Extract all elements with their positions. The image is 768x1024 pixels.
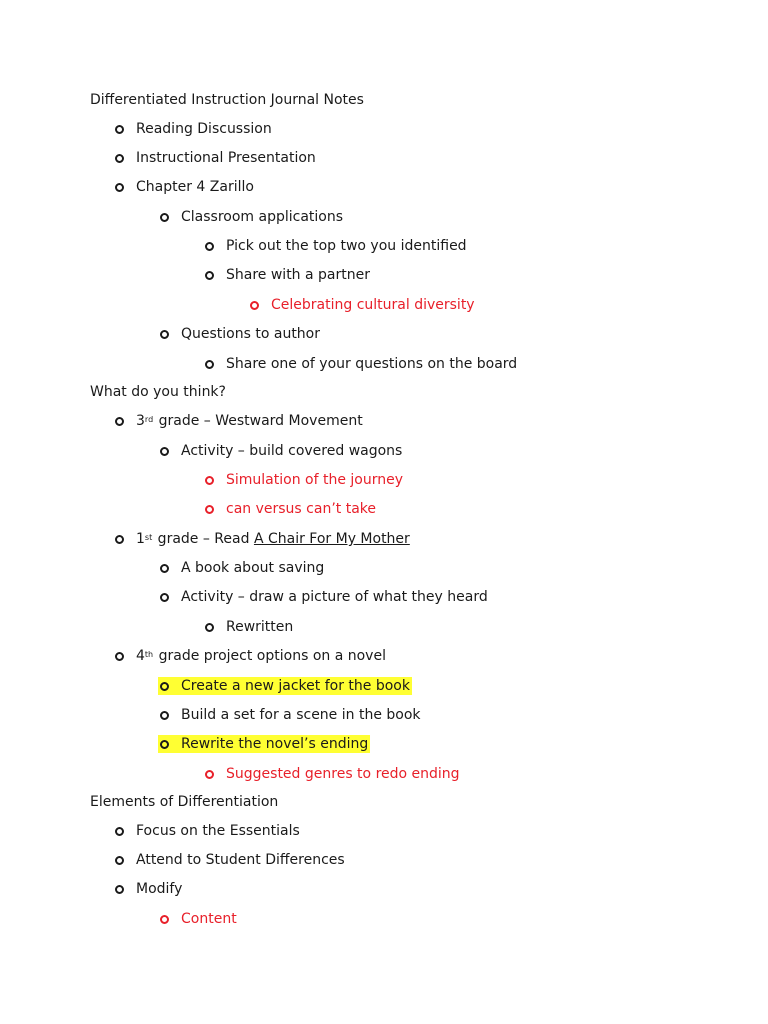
circle-bullet-icon xyxy=(115,827,124,836)
heading-elements-of-differentiation: Elements of Differentiation xyxy=(90,794,279,810)
circle-bullet-icon xyxy=(250,301,259,310)
circle-bullet-icon xyxy=(115,535,124,544)
highlighted-list-item: Rewrite the novel’s ending xyxy=(158,735,370,753)
list-item: Reading Discussion xyxy=(115,120,272,138)
circle-bullet-icon xyxy=(205,623,214,632)
circle-bullet-icon xyxy=(115,885,124,894)
circle-bullet-icon xyxy=(115,183,124,192)
circle-bullet-icon xyxy=(160,915,169,924)
circle-bullet-icon xyxy=(115,417,124,426)
list-item: Focus on the Essentials xyxy=(115,822,300,840)
circle-bullet-icon xyxy=(160,213,169,222)
list-item: Share one of your questions on the board xyxy=(205,355,517,373)
circle-bullet-icon xyxy=(115,154,124,163)
circle-bullet-icon xyxy=(160,593,169,602)
list-item: Chapter 4 Zarillo xyxy=(115,178,254,196)
list-item: Classroom applications xyxy=(160,208,343,226)
list-item: Rewritten xyxy=(205,618,293,636)
circle-bullet-icon xyxy=(205,242,214,251)
circle-bullet-icon xyxy=(115,652,124,661)
circle-bullet-icon xyxy=(205,360,214,369)
circle-bullet-icon xyxy=(160,682,169,691)
list-item: Attend to Student Differences xyxy=(115,851,345,869)
circle-bullet-icon xyxy=(205,271,214,280)
list-item: Share with a partner xyxy=(205,266,370,284)
circle-bullet-icon xyxy=(205,770,214,779)
circle-bullet-icon xyxy=(115,856,124,865)
list-item: Build a set for a scene in the book xyxy=(160,706,421,724)
circle-bullet-icon xyxy=(205,505,214,514)
list-item: 1 $^{st}$ grade – Read A Chair For My Mother xyxy=(115,530,410,548)
circle-bullet-icon xyxy=(160,740,169,749)
list-item: Instructional Presentation xyxy=(115,149,316,167)
list-item: Suggested genres to redo ending xyxy=(205,765,460,783)
highlighted-list-item: Create a new jacket for the book xyxy=(158,677,412,695)
list-item: Activity – draw a picture of what they heard xyxy=(160,588,488,606)
list-item: Questions to author xyxy=(160,325,320,343)
circle-bullet-icon xyxy=(160,330,169,339)
circle-bullet-icon xyxy=(160,564,169,573)
list-item: A book about saving xyxy=(160,559,324,577)
circle-bullet-icon xyxy=(160,447,169,456)
list-item: 3 $^{rd}$ grade – Westward Movement xyxy=(115,412,363,430)
list-item: Content xyxy=(160,910,237,928)
list-item: can versus can’t take xyxy=(205,500,376,518)
circle-bullet-icon xyxy=(160,711,169,720)
circle-bullet-icon xyxy=(115,125,124,134)
heading-journal-notes: Differentiated Instruction Journal Notes xyxy=(90,92,364,108)
list-item: Modify xyxy=(115,880,182,898)
list-item: Celebrating cultural diversity xyxy=(250,296,475,314)
list-item: Pick out the top two you identified xyxy=(205,237,467,255)
list-item: 4 $^{th}$ grade project options on a novel xyxy=(115,647,386,665)
list-item: Simulation of the journey xyxy=(205,471,403,489)
circle-bullet-icon xyxy=(205,476,214,485)
book-title: A Chair For My Mother xyxy=(253,531,410,547)
heading-what-do-you-think: What do you think? xyxy=(90,384,226,400)
list-item: Activity – build covered wagons xyxy=(160,442,402,460)
